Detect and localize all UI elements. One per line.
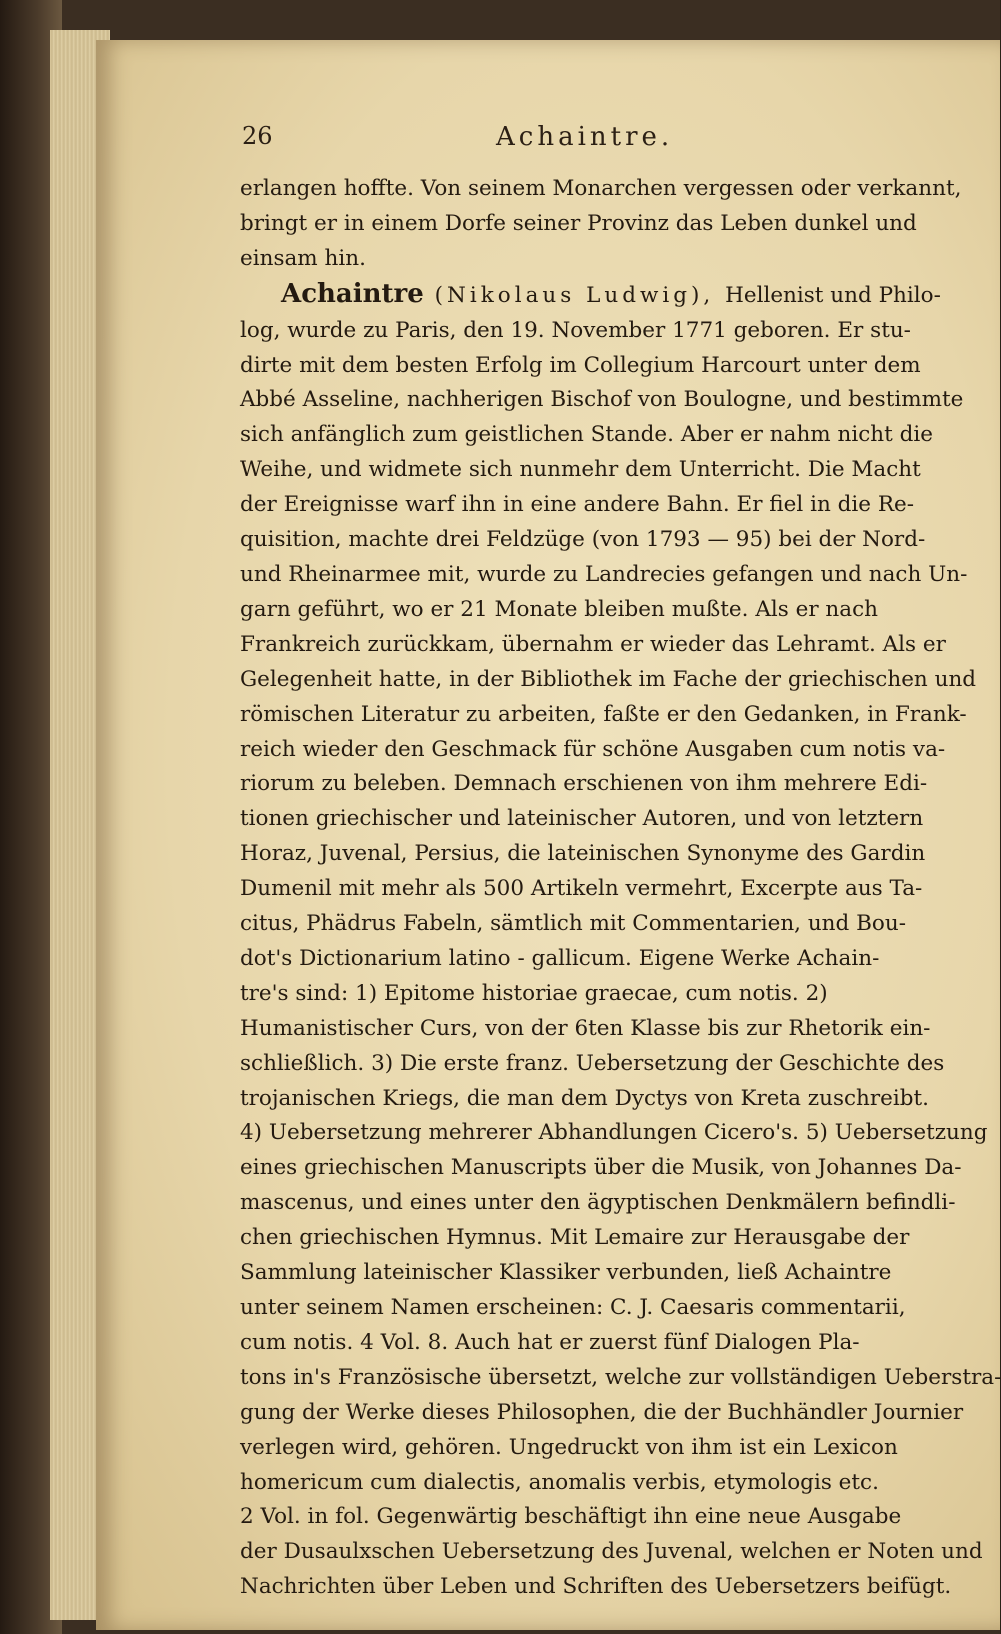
text-line: tons in's Französische übersetzt, welche zur vollständigen Ueberstra-	[240, 1364, 1001, 1390]
text-line: citus, Phädrus Fabeln, sämtlich mit Commentarien, und Bou-	[240, 911, 906, 937]
text-line: garn geführt, wo er 21 Monate bleiben mußte. Als er nach	[240, 596, 878, 622]
text-line: 2 Vol. in fol. Gegenwärtig beschäftigt ihn eine neue Ausgabe	[240, 1504, 902, 1530]
text-line: Dumenil mit mehr als 500 Artikeln vermehrt, Excerpte aus Ta-	[240, 876, 923, 902]
text-line: schließlich. 3) Die erste franz. Uebersetzung der Geschichte des	[240, 1050, 945, 1076]
page-number: 26	[242, 122, 273, 150]
text-line: 4) Uebersetzung mehrerer Abhandlungen Cicero's. 5) Uebersetzung	[240, 1120, 988, 1146]
entry-description-start: Hellenist und Philo-	[725, 282, 941, 308]
text-line: sich anfänglich zum geistlichen Stande. Aber er nahm nicht die	[240, 422, 933, 448]
text-line: Gelegenheit hatte, in der Bibliothek im Fache der griechischen und	[240, 666, 977, 692]
text-line: tre's sind: 1) Epitome historiae graecae, cum notis. 2)	[240, 980, 828, 1006]
text-line: dot's Dictionarium latino - gallicum. Eigene Werke Achain-	[240, 945, 880, 971]
entry-headword-line	[240, 277, 941, 314]
text-line: Humanistischer Curs, von der 6ten Klasse bis zur Rhetorik ein-	[240, 1015, 931, 1041]
text-line: riorum zu beleben. Demnach erschienen von ihm mehrere Edi-	[240, 771, 928, 797]
text-line: Nachrichten über Leben und Schriften des Uebersetzers beifügt.	[240, 1574, 952, 1600]
text-line: log, wurde zu Paris, den 19. November 1771 geboren. Er stu-	[240, 317, 911, 343]
book-page	[96, 40, 1000, 1630]
text-line: der Ereignisse warf ihn in eine andere Bahn. Er fiel in die Re-	[240, 492, 915, 518]
running-head-title: Achaintre.	[496, 122, 674, 152]
text-line: homericum cum dialectis, anomalis verbis, etymologis etc.	[240, 1469, 879, 1495]
body-text	[240, 172, 1001, 1605]
text-line: Horaz, Juvenal, Persius, die lateinischen Synonyme des Gardin	[240, 841, 926, 867]
text-line: der Dusaulxschen Uebersetzung des Juvenal, welchen er Noten und	[240, 1539, 983, 1565]
text-line: mascenus, und eines unter den ägyptischen Denkmälern befindli-	[240, 1190, 956, 1216]
text-line: erlangen hoffte. Von seinem Monarchen vergessen oder verkannt,	[240, 176, 962, 201]
text-line: tionen griechischer und lateinischer Autoren, und von letztern	[240, 806, 924, 832]
text-line: römischen Literatur zu arbeiten, faßte er den Gedanken, in Frank-	[240, 701, 967, 727]
text-line: quisition, machte drei Feldzüge (von 1793 — 95) bei der Nord-	[240, 527, 926, 553]
text-line: gung der Werke dieses Philosophen, die der Buchhändler Journier	[240, 1399, 964, 1425]
text-line: eines griechischen Manuscripts über die Musik, von Johannes Da-	[240, 1155, 962, 1181]
text-line: Sammlung lateinischer Klassiker verbunden, ließ Achaintre	[240, 1260, 892, 1286]
text-line: Frankreich zurückkam, übernahm er wieder das Lehramt. Als er	[240, 631, 946, 657]
text-line: unter seinem Namen erscheinen: C. J. Caesaris commentarii,	[240, 1295, 906, 1320]
text-line: verlegen wird, gehören. Ungedruckt von ihm ist ein Lexicon	[240, 1434, 898, 1460]
text-line: Weihe, und widmete sich nunmehr dem Unterricht. Die Macht	[240, 457, 921, 483]
entry-given-names: (Nikolaus Ludwig),	[423, 282, 726, 308]
text-line: chen griechischen Hymnus. Mit Lemaire zur Herausgabe der	[240, 1225, 910, 1251]
entry-headword: Achaintre	[281, 278, 424, 309]
text-line: trojanischen Kriegs, die man dem Dyctys von Kreta zuschreibt.	[240, 1085, 930, 1111]
text-line: bringt er in einem Dorfe seiner Provinz das Leben dunkel und	[240, 210, 917, 236]
text-line: reich wieder den Geschmack für schöne Ausgaben cum notis va-	[240, 736, 946, 762]
running-head	[96, 122, 1000, 162]
text-line: Abbé Asseline, nachherigen Bischof von Boulogne, und bestimmte	[240, 387, 964, 413]
text-line: und Rheinarmee mit, wurde zu Landrecies gefangen und nach Un-	[240, 561, 968, 587]
text-line: dirte mit dem besten Erfolg im Collegium Harcourt unter dem	[240, 352, 921, 378]
text-line: cum notis. 4 Vol. 8. Auch hat er zuerst fünf Dialogen Pla-	[240, 1329, 860, 1355]
text-line: einsam hin.	[240, 245, 366, 271]
